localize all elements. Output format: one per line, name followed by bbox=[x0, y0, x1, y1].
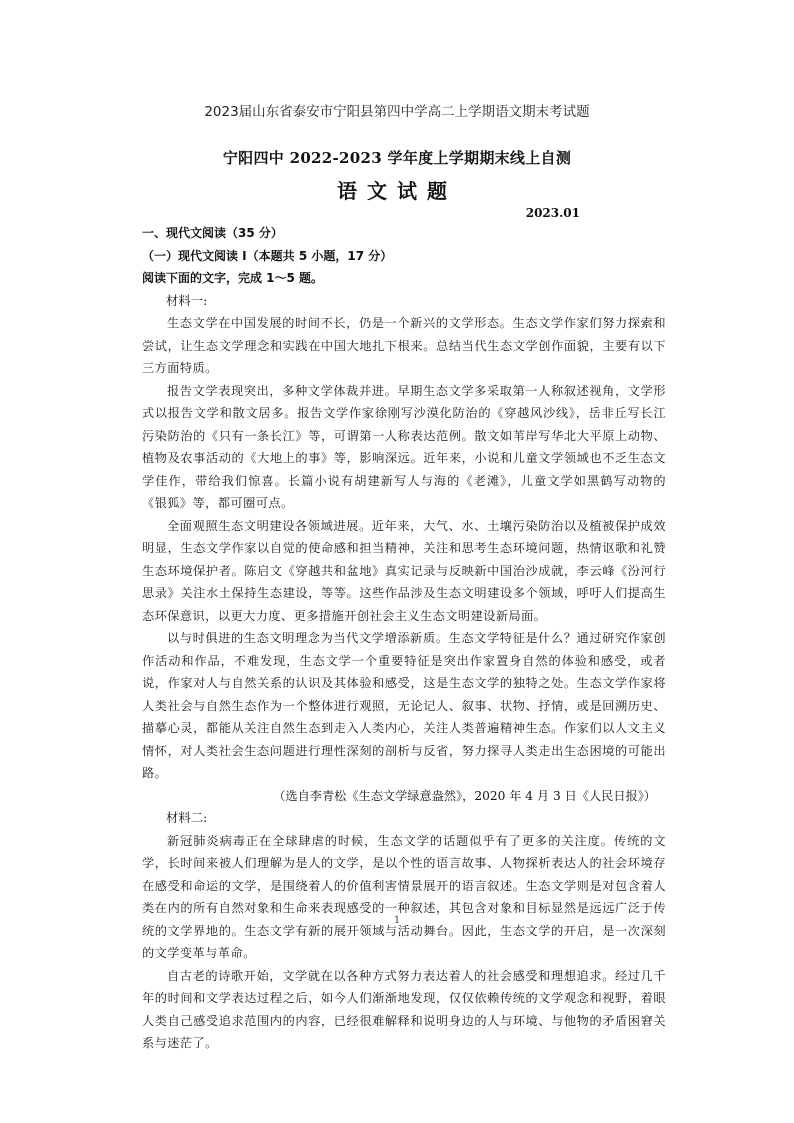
material-1-source: （选自李青松《生态文学绿意盎然》，2020 年 4 月 3 日《人民日报》） bbox=[273, 788, 656, 803]
paragraph: 自古老的诗歌开始，文学就在以各种方式努力表达着人的社会感受和理想追求。经过几千年的时间和文学表达过程之后，如今人们渐渐地发现，仅仅依赖传统的文学观念和视野，着眼人类自己感受追求范围内的内容，已经很难解释和说明身边的人与环境、与他物的矛盾困窘关系与迷茫了。 bbox=[142, 968, 666, 1050]
document-body bbox=[142, 222, 666, 1055]
paragraph: 以与时俱进的生态文明理念为当代文学增添新质。生态文学特征是什么？通过研究作家创作活动和作品，不难发现，生态文学一个重要特征是突出作家置身自然的体验和感受，或者说，作家对人与自然关系的认识及其体验和感受，这是生态文学的独特之处。生态文学作家将人类社会与自然生态作为一个整体进行观照，无论记人、叙事、状物、抒情，或是回溯历史、描摹心灵，都能从关注自然生态到走入人类内心，关注人类普遍精神生态。作家们以人文主义情怀，对人类社会生态问题进行理性深刻的剖析与反省，努力探寻人类走出生态困境的可能出路。 bbox=[142, 631, 666, 780]
material-2-label: 材料二: bbox=[166, 810, 208, 825]
page-number: 1 bbox=[393, 915, 401, 926]
exam-date: 2023.01 bbox=[525, 206, 580, 220]
section-heading: 一、现代文阅读（35 分） bbox=[142, 226, 283, 240]
paragraph: 报告文学表现突出，多种文学体裁并进。早期生态文学多采取第一人称叙述视角，文学形式以报告文学和散文居多。报告文学作家徐刚写沙漠化防治的《穿越风沙线》，岳非丘写长江污染防治的《只有一条长江》等，可谓第一人称表达范例。散文如苇岸写华北大平原上动物、植物及农事活动的《大地上的事》等，影响深远。近年来，小说和儿童文学领域也不乏生态文学佳作，带给我们惊喜。长篇小说有胡建新写人与海的《老滩》，儿童文学如黑鹤写动物的《银狐》等，都可圈可点。 bbox=[142, 383, 666, 510]
exam-header: 宁阳四中 2022-2023 学年度上学期期末线上自测 bbox=[222, 149, 572, 167]
paragraph: 全面观照生态文明建设各领域进展。近年来，大气、水、土壤污染防治以及植被保护成效明显，生态文学作家以自觉的使命感和担当精神，关注和思考生态环境问题，热情讴歌和礼赞生态环境保护者。陈启文《穿越共和盆地》真实记录与反映新中国治沙成就，李云峰《汾河行思录》关注水土保持生态建设，等等。这些作品涉及生态文明建设多个领域，呼吁人们提高生态环保意识，以更大力度、更多措施开创社会主义生态文明建设新局面。 bbox=[142, 518, 666, 623]
document-title: 2023届山东省泰安市宁阳县第四中学高二上学期语文期末考试题 bbox=[204, 104, 590, 120]
material-1-label: 材料一: bbox=[166, 292, 208, 308]
reading-instruction: 阅读下面的文字，完成 1～5 题。 bbox=[142, 271, 324, 285]
paragraph: 新冠肺炎病毒正在全球肆虐的时候，生态文学的话题似乎有了更多的关注度。传统的文学，长时间来被人们理解为是人的文学，是以个性的语言故事、人物探析表达人的社会环境存在感受和命运的文学，是围绕着人的价值利害情景展开的语言叙述。生态文学则是对包含着人类在内的所有自然对象和生命来表现感受的一种叙述，其包含对象和目标显然是远远广泛于传统的文学界地的。生态文学有新的展开领域与活动舞台。因此，生态文学的开启，是一次深刻的文学变革与革命。 bbox=[142, 833, 666, 960]
paragraph: 生态文学在中国发展的时间不长，仍是一个新兴的文学形态。生态文学作家们努力探索和尝试，让生态文学理念和实践在中国大地扎下根来。总结当代生态文学创作面貌，主要有以下三方面特质。 bbox=[142, 316, 666, 375]
section-subheading: （一）现代文阅读 Ⅰ（本题共 5 小题，17 分） bbox=[142, 248, 393, 263]
subject-title: 语文试题 bbox=[337, 179, 457, 203]
